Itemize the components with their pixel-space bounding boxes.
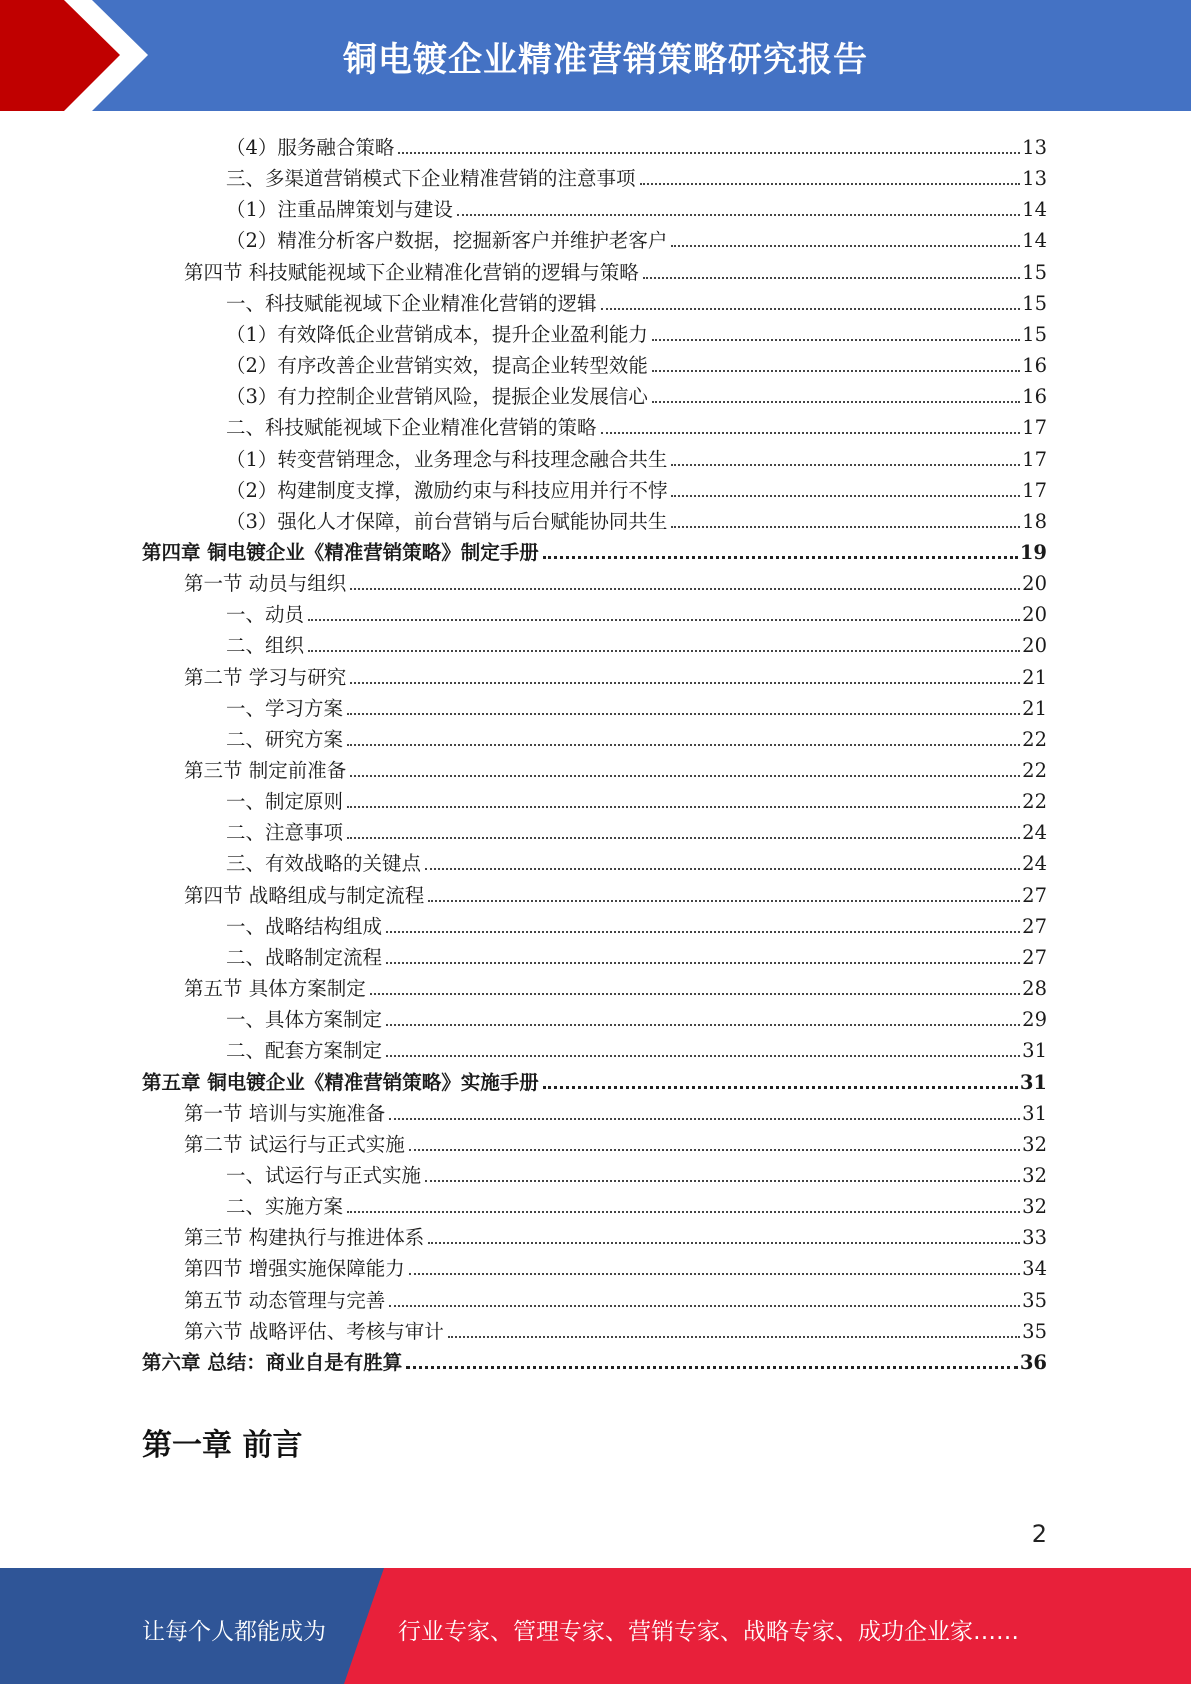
toc-entry[interactable] xyxy=(184,969,1047,1000)
toc-entry-page: 29 xyxy=(1022,1008,1047,1032)
toc-entry[interactable] xyxy=(226,440,1047,471)
toc-entry[interactable] xyxy=(226,720,1047,751)
toc-dot-leader xyxy=(308,619,1020,621)
toc-dot-leader xyxy=(652,401,1020,403)
toc-entry-title: 三、有效战略的关键点 xyxy=(226,852,422,876)
footer-slogan-left: 让每个人都能成为 xyxy=(142,1619,326,1645)
toc-entry-page: 20 xyxy=(1022,572,1047,596)
toc-entry[interactable] xyxy=(184,876,1047,907)
toc-entry[interactable] xyxy=(226,1187,1047,1218)
toc-entry[interactable] xyxy=(226,284,1047,315)
footer-slogan-right: 行业专家、管理专家、营销专家、战略专家、成功企业家…… xyxy=(398,1619,1019,1645)
report-title: 铜电镀企业精准营销策略研究报告 xyxy=(343,40,868,80)
toc-entry-title: 第二节 学习与研究 xyxy=(184,665,347,689)
toc-dot-leader xyxy=(347,1211,1020,1213)
toc-entry-title: （1）有效降低企业营销成本，提升企业盈利能力 xyxy=(226,322,648,346)
toc-entry-page: 13 xyxy=(1022,167,1047,191)
toc-entry-title: （2）构建制度支撑，激励约束与科技应用并行不悖 xyxy=(226,478,668,502)
toc-entry[interactable] xyxy=(226,1156,1047,1187)
toc-entry-page: 16 xyxy=(1022,354,1047,378)
toc-entry-page: 22 xyxy=(1022,790,1047,814)
toc-entry-title: （4）服务融合策略 xyxy=(226,136,395,159)
toc-dot-leader xyxy=(428,900,1020,902)
toc-entry-page: 31 xyxy=(1019,1070,1047,1094)
toc-dot-leader xyxy=(671,526,1020,528)
toc-entry-title: 一、动员 xyxy=(226,603,305,627)
toc-entry-title: （1）注重品牌策划与建设 xyxy=(226,198,453,222)
toc-entry-page: 20 xyxy=(1022,634,1047,658)
toc-dot-leader xyxy=(398,152,1020,154)
page-number: 2 xyxy=(1031,1520,1047,1548)
toc-dot-leader xyxy=(347,744,1020,746)
toc-entry-title: 一、科技赋能视域下企业精准化营销的逻辑 xyxy=(226,291,597,315)
toc-dot-leader xyxy=(308,650,1020,652)
toc-entry-page: 31 xyxy=(1022,1039,1047,1063)
toc-entry-title: 第五章 铜电镀企业《精准营销策略》实施手册 xyxy=(142,1070,539,1094)
toc-entry-title: （1）转变营销理念，业务理念与科技理念融合共生 xyxy=(226,447,668,471)
toc-dot-leader xyxy=(425,868,1020,870)
toc-entry[interactable] xyxy=(226,938,1047,969)
toc-dot-leader xyxy=(406,1366,1018,1369)
toc-entry-title: 第三节 构建执行与推进体系 xyxy=(184,1226,425,1250)
toc-dot-leader xyxy=(347,806,1020,808)
toc-entry[interactable] xyxy=(184,751,1047,782)
toc-dot-leader xyxy=(457,214,1020,216)
toc-dot-leader xyxy=(389,1118,1020,1120)
toc-entry[interactable] xyxy=(226,471,1047,502)
toc-entry-title: （2）有序改善企业营销实效，提高企业转型效能 xyxy=(226,354,648,378)
toc-entry-page: 20 xyxy=(1022,603,1047,627)
toc-entry-page: 33 xyxy=(1022,1226,1047,1250)
toc-entry-title: （3）有力控制企业营销风险，提振企业发展信心 xyxy=(226,385,648,409)
toc-dot-leader xyxy=(652,339,1020,341)
chapter-heading: 第一章 前言 xyxy=(142,1428,303,1463)
toc-entry-title: 第六节 战略评估、考核与审计 xyxy=(184,1319,444,1343)
toc-entry-title: 第四节 科技赋能视域下企业精准化营销的逻辑与策略 xyxy=(184,260,639,284)
toc-entry[interactable] xyxy=(142,533,1047,564)
toc-entry-page: 21 xyxy=(1022,696,1047,720)
toc-entry-page: 32 xyxy=(1022,1132,1047,1156)
toc-entry-title: 二、组织 xyxy=(226,634,305,658)
toc-entry-page: 21 xyxy=(1022,665,1047,689)
toc-dot-leader xyxy=(425,1180,1020,1182)
toc-dot-leader xyxy=(601,432,1021,434)
toc-entry-title: 第六章 总结：商业自是有胜算 xyxy=(142,1350,403,1374)
toc-entry-title: 二、科技赋能视域下企业精准化营销的策略 xyxy=(226,416,597,440)
toc-entry[interactable] xyxy=(184,253,1047,284)
toc-dot-leader xyxy=(386,962,1020,964)
toc-entry[interactable] xyxy=(142,1343,1047,1374)
toc-entry-page: 17 xyxy=(1022,416,1047,440)
toc-dot-leader xyxy=(386,931,1020,933)
toc-entry-page: 17 xyxy=(1022,478,1047,502)
toc-entry-title: 第四节 增强实施保障能力 xyxy=(184,1257,405,1281)
toc-entry-title: 一、学习方案 xyxy=(226,696,344,720)
toc-entry[interactable] xyxy=(184,1094,1047,1125)
toc-dot-leader xyxy=(350,682,1020,684)
toc-entry-title: 三、多渠道营销模式下企业精准营销的注意事项 xyxy=(226,167,636,191)
toc-entry-page: 19 xyxy=(1019,540,1047,564)
toc-entry[interactable] xyxy=(226,408,1047,439)
toc-entry-title: 第四节 战略组成与制定流程 xyxy=(184,883,425,907)
toc-entry[interactable] xyxy=(184,1281,1047,1312)
toc-entry-page: 22 xyxy=(1022,727,1047,751)
toc-entry-page: 13 xyxy=(1022,136,1047,159)
toc-entry-title: 第二节 试运行与正式实施 xyxy=(184,1132,405,1156)
toc-dot-leader xyxy=(370,993,1020,995)
toc-entry-page: 28 xyxy=(1022,977,1047,1001)
toc-entry[interactable] xyxy=(226,595,1047,626)
page-header xyxy=(0,0,1191,111)
toc-entry-title: 二、配套方案制定 xyxy=(226,1039,383,1063)
toc-entry-page: 32 xyxy=(1022,1163,1047,1187)
toc-entry[interactable] xyxy=(184,1249,1047,1280)
toc-entry-page: 27 xyxy=(1022,914,1047,938)
toc-dot-leader xyxy=(671,245,1020,247)
toc-entry-page: 15 xyxy=(1022,291,1047,315)
toc-dot-leader xyxy=(350,588,1020,590)
toc-entry-page: 31 xyxy=(1022,1101,1047,1125)
toc-dot-leader xyxy=(448,1336,1020,1338)
toc-entry-page: 27 xyxy=(1022,883,1047,907)
toc-entry-title: 二、实施方案 xyxy=(226,1195,344,1219)
toc-entry-title: （2）精准分析客户数据，挖掘新客户并维护老客户 xyxy=(226,229,668,253)
toc-entry[interactable] xyxy=(226,626,1047,657)
toc-entry-page: 15 xyxy=(1022,260,1047,284)
toc-entry[interactable] xyxy=(226,377,1047,408)
toc-entry-page: 16 xyxy=(1022,385,1047,409)
toc-entry[interactable] xyxy=(226,1031,1047,1062)
toc-dot-leader xyxy=(643,277,1020,279)
toc-entry-page: 14 xyxy=(1022,198,1047,222)
toc-dot-leader xyxy=(389,1305,1020,1307)
toc-dot-leader xyxy=(409,1149,1020,1151)
toc-entry[interactable] xyxy=(226,907,1047,938)
toc-entry[interactable] xyxy=(226,689,1047,720)
toc-entry[interactable] xyxy=(226,221,1047,252)
toc-dot-leader xyxy=(640,183,1021,185)
toc-dot-leader xyxy=(347,713,1020,715)
toc-entry-title: 二、注意事项 xyxy=(226,821,344,845)
toc-dot-leader xyxy=(543,1086,1018,1089)
toc-entry-page: 32 xyxy=(1022,1195,1047,1219)
toc-dot-leader xyxy=(671,464,1020,466)
toc-entry-page: 35 xyxy=(1022,1319,1047,1343)
toc-entry-page: 14 xyxy=(1022,229,1047,253)
toc-dot-leader xyxy=(601,308,1021,310)
toc-entry[interactable] xyxy=(184,658,1047,689)
toc-entry[interactable] xyxy=(226,1000,1047,1031)
toc-entry[interactable] xyxy=(142,1063,1047,1094)
page-footer xyxy=(0,1568,1191,1684)
toc-entry-title: 第一节 动员与组织 xyxy=(184,572,347,596)
toc-entry-page: 36 xyxy=(1019,1350,1047,1374)
toc-entry-page: 15 xyxy=(1022,322,1047,346)
toc-entry[interactable] xyxy=(226,128,1047,159)
toc-dot-leader xyxy=(409,1273,1020,1275)
toc-entry-title: （3）强化人才保障，前台营销与后台赋能协同共生 xyxy=(226,509,668,533)
toc-entry-page: 17 xyxy=(1022,447,1047,471)
toc-dot-leader xyxy=(543,556,1018,559)
toc-dot-leader xyxy=(652,370,1020,372)
toc-entry-title: 一、制定原则 xyxy=(226,790,344,814)
toc-entry-title: 二、研究方案 xyxy=(226,727,344,751)
toc-entry-title: 第五节 动态管理与完善 xyxy=(184,1288,386,1312)
toc-entry[interactable] xyxy=(226,315,1047,346)
toc-entry[interactable] xyxy=(226,190,1047,221)
toc-dot-leader xyxy=(350,775,1020,777)
toc-entry[interactable] xyxy=(226,159,1047,190)
toc-entry-page: 24 xyxy=(1022,821,1047,845)
toc-entry-title: 第五节 具体方案制定 xyxy=(184,977,366,1001)
toc-entry-title: 一、试运行与正式实施 xyxy=(226,1163,422,1187)
toc-entry-title: 一、战略结构组成 xyxy=(226,914,383,938)
toc-entry[interactable] xyxy=(184,1218,1047,1249)
toc-entry-page: 27 xyxy=(1022,945,1047,969)
toc-entry-page: 24 xyxy=(1022,852,1047,876)
toc-entry-page: 34 xyxy=(1022,1257,1047,1281)
toc-entry-page: 22 xyxy=(1022,759,1047,782)
toc-entry[interactable] xyxy=(226,782,1047,813)
toc-entry-title: 第三节 制定前准备 xyxy=(184,759,347,782)
toc-entry[interactable] xyxy=(184,564,1047,595)
toc-dot-leader xyxy=(671,495,1020,497)
toc-dot-leader xyxy=(386,1055,1020,1057)
toc-entry[interactable] xyxy=(226,502,1047,533)
toc-entry-title: 第一节 培训与实施准备 xyxy=(184,1101,386,1125)
toc-entry[interactable] xyxy=(226,346,1047,377)
toc-entry-title: 第四章 铜电镀企业《精准营销策略》制定手册 xyxy=(142,540,539,564)
toc-entry[interactable] xyxy=(226,844,1047,875)
toc-entry[interactable] xyxy=(184,1125,1047,1156)
toc-entry-title: 一、具体方案制定 xyxy=(226,1008,383,1032)
toc-dot-leader xyxy=(428,1242,1020,1244)
toc-entry[interactable] xyxy=(226,813,1047,844)
toc-dot-leader xyxy=(386,1024,1020,1026)
toc-dot-leader xyxy=(347,837,1020,839)
toc-entry-page: 35 xyxy=(1022,1288,1047,1312)
toc-entry[interactable] xyxy=(184,1312,1047,1343)
toc-entry-title: 二、战略制定流程 xyxy=(226,945,383,969)
toc-entry-page: 18 xyxy=(1022,509,1047,533)
